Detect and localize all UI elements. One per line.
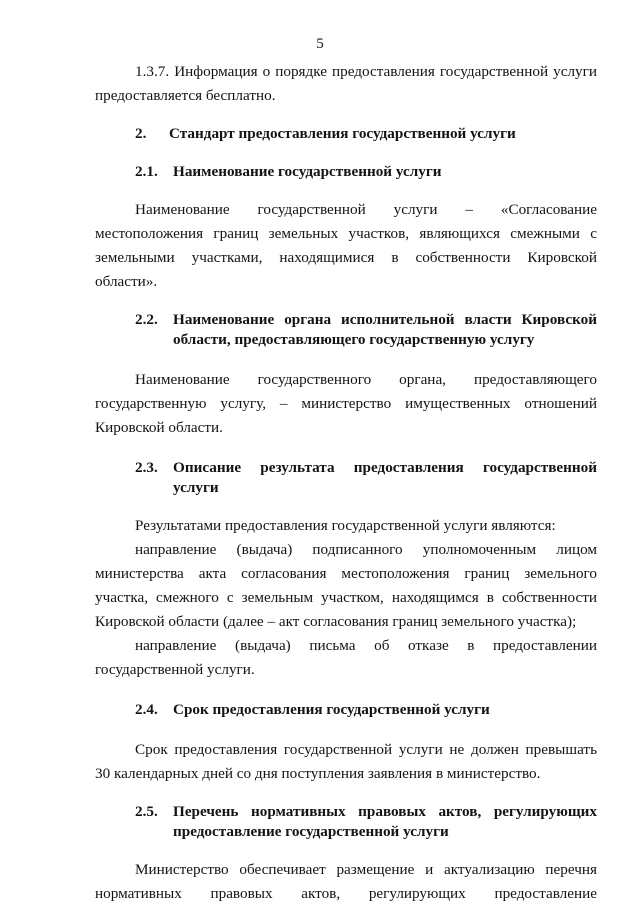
section-title: Наименование государственной услуги xyxy=(173,163,442,180)
section-heading-2-5 xyxy=(95,802,597,842)
section-number: 2.2. xyxy=(135,311,158,328)
paragraph-2-3-intro: Результатами предоставления государственной услуги являются: xyxy=(135,517,556,534)
paragraph-2-1: Наименование государственной услуги – «Согласование местоположения границ земельных участков, являющихся смежными с земельными участками, находящимися в собственности Кировской области». xyxy=(95,201,597,290)
section-heading-2-3 xyxy=(95,458,597,498)
section-heading-2-1 xyxy=(95,162,597,182)
paragraph-2-5: Министерство обеспечивает размещение и актуализацию перечня нормативных правовых актов, регулирующих предоставление xyxy=(95,861,597,902)
paragraph-2-4: Срок предоставления государственной услуги не должен превышать 30 календарных дней со дня поступления заявления в министерство. xyxy=(95,741,597,782)
section-title: Описание результата предоставления государственной услуги xyxy=(173,459,597,496)
section-heading-2-2 xyxy=(95,310,597,350)
section-number: 2. xyxy=(135,125,147,142)
page-number: 5 xyxy=(316,36,324,52)
section-title: Наименование органа исполнительной власти Кировской области, предоставляющего государственную услугу xyxy=(173,311,597,348)
paragraph-2-2: Наименование государственного органа, предоставляющего государственную услугу, – министерство имущественных отношений Кировской области. xyxy=(95,371,597,436)
section-title: Перечень нормативных правовых актов, регулирующих предоставление государственной услуги xyxy=(173,803,597,840)
section-heading-2 xyxy=(95,124,597,144)
section-number: 2.1. xyxy=(135,163,158,180)
section-title: Срок предоставления государственной услуги xyxy=(173,701,490,718)
paragraph-1-3-7: 1.3.7. Информация о порядке предоставления государственной услуги предоставляется бесплатно. xyxy=(95,63,597,104)
section-number: 2.4. xyxy=(135,701,158,718)
section-title: Стандарт предоставления государственной услуги xyxy=(169,125,516,142)
paragraph-2-3-result-2: направление (выдача) письма об отказе в предоставлении государственной услуги. xyxy=(95,637,597,678)
section-number: 2.5. xyxy=(135,803,158,820)
paragraph-2-3-result-1: направление (выдача) подписанного уполномоченным лицом министерства акта согласования местоположения границ земельного участка, смежного с земельным участком, находящимся в собственности Кировской области (далее – акт согласования границ земельного участка); xyxy=(95,541,597,630)
section-heading-2-4 xyxy=(95,700,597,720)
document-body xyxy=(95,60,597,906)
section-number: 2.3. xyxy=(135,459,158,476)
